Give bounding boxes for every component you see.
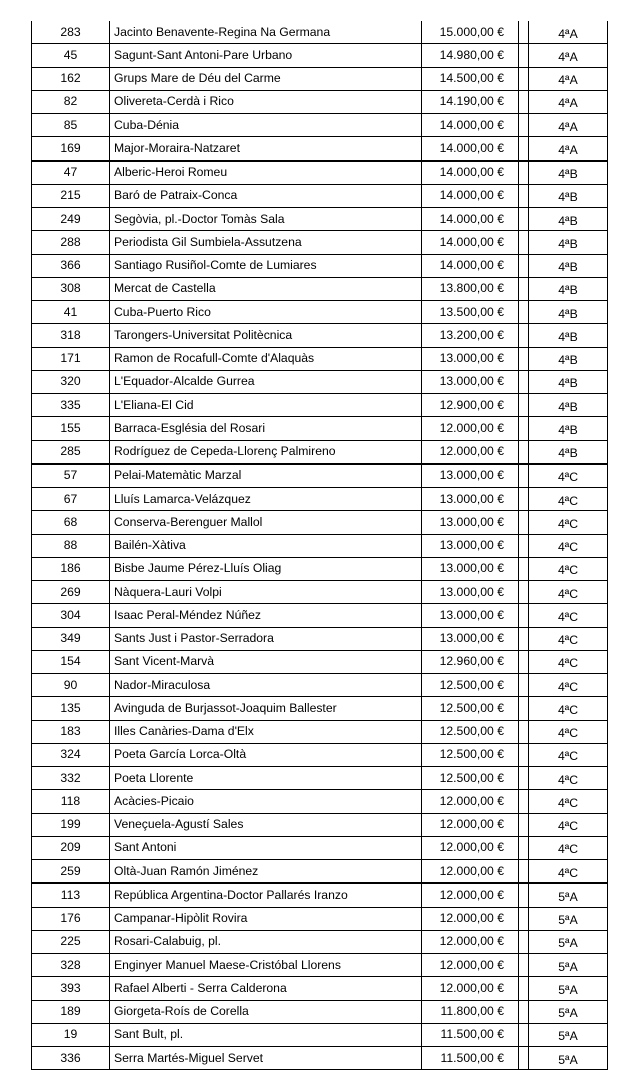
row-amount: 12.000,00 € [422, 860, 519, 884]
row-street-name: Conserva-Berenguer Mallol [110, 511, 422, 534]
row-code: 336 [32, 1047, 110, 1070]
row-spacer [519, 790, 529, 813]
row-category: 4ªC [529, 860, 608, 884]
row-spacer [519, 883, 529, 907]
row-category: 4ªB [529, 231, 608, 254]
row-amount: 13.000,00 € [422, 627, 519, 650]
row-street-name: Alberic-Heroi Romeu [110, 161, 422, 185]
row-spacer [519, 534, 529, 557]
row-street-name: Avinguda de Burjassot-Joaquim Ballester [110, 697, 422, 720]
row-amount: 12.000,00 € [422, 836, 519, 859]
row-amount: 14.500,00 € [422, 67, 519, 90]
row-amount: 13.000,00 € [422, 604, 519, 627]
row-street-name: Rodríguez de Cepeda-Llorenç Palmireno [110, 440, 422, 464]
row-category: 4ªC [529, 790, 608, 813]
row-code: 113 [32, 883, 110, 907]
row-code: 269 [32, 581, 110, 604]
row-code: 67 [32, 488, 110, 511]
row-street-name: Olivereta-Cerdà i Rico [110, 90, 422, 113]
row-street-name: Major-Moraira-Natzaret [110, 137, 422, 161]
row-code: 308 [32, 277, 110, 300]
row-category: 4ªB [529, 301, 608, 324]
row-spacer [519, 347, 529, 370]
row-amount: 12.000,00 € [422, 907, 519, 930]
table-row [32, 907, 608, 930]
row-code: 199 [32, 813, 110, 836]
row-street-name: Sant Vicent-Marvà [110, 650, 422, 673]
row-spacer [519, 90, 529, 113]
row-category: 4ªA [529, 44, 608, 67]
row-street-name: Sant Bult, pl. [110, 1023, 422, 1046]
row-spacer [519, 137, 529, 161]
row-code: 85 [32, 114, 110, 137]
table-row [32, 627, 608, 650]
row-category: 4ªC [529, 511, 608, 534]
row-category: 4ªB [529, 417, 608, 440]
row-category: 4ªA [529, 67, 608, 90]
row-street-name: Baró de Patraix-Conca [110, 184, 422, 207]
row-street-name: Sagunt-Sant Antoni-Pare Urbano [110, 44, 422, 67]
row-code: 285 [32, 440, 110, 464]
row-code: 19 [32, 1023, 110, 1046]
row-code: 176 [32, 907, 110, 930]
row-street-name: Serra Martés-Miguel Servet [110, 1047, 422, 1070]
table-row [32, 67, 608, 90]
row-category: 4ªC [529, 674, 608, 697]
row-street-name: Campanar-Hipòlit Rovira [110, 907, 422, 930]
row-amount: 13.000,00 € [422, 581, 519, 604]
row-category: 4ªC [529, 464, 608, 488]
table-row [32, 254, 608, 277]
row-street-name: Enginyer Manuel Maese-Cristóbal Llorens [110, 954, 422, 977]
row-amount: 13.000,00 € [422, 511, 519, 534]
row-spacer [519, 767, 529, 790]
row-code: 324 [32, 743, 110, 766]
row-spacer [519, 324, 529, 347]
row-category: 4ªC [529, 697, 608, 720]
table-row [32, 720, 608, 743]
row-street-name: L'Eliana-El Cid [110, 394, 422, 417]
row-category: 4ªC [529, 557, 608, 580]
row-code: 259 [32, 860, 110, 884]
row-code: 349 [32, 627, 110, 650]
table-row [32, 836, 608, 859]
row-category: 4ªC [529, 627, 608, 650]
row-spacer [519, 1000, 529, 1023]
row-code: 288 [32, 231, 110, 254]
table-row [32, 324, 608, 347]
row-category: 4ªB [529, 184, 608, 207]
row-spacer [519, 860, 529, 884]
row-category: 4ªA [529, 21, 608, 44]
table-row [32, 860, 608, 884]
row-category: 4ªC [529, 650, 608, 673]
row-street-name: Cuba-Puerto Rico [110, 301, 422, 324]
row-category: 4ªC [529, 581, 608, 604]
row-street-name: Segòvia, pl.-Doctor Tomàs Sala [110, 208, 422, 231]
table-row [32, 1023, 608, 1046]
row-street-name: Rosari-Calabuig, pl. [110, 930, 422, 953]
row-amount: 14.980,00 € [422, 44, 519, 67]
row-amount: 14.000,00 € [422, 208, 519, 231]
table-row [32, 488, 608, 511]
row-spacer [519, 254, 529, 277]
row-street-name: Illes Canàries-Dama d'Elx [110, 720, 422, 743]
row-street-name: Cuba-Dénia [110, 114, 422, 137]
row-code: 249 [32, 208, 110, 231]
row-spacer [519, 581, 529, 604]
row-street-name: Oltà-Juan Ramón Jiménez [110, 860, 422, 884]
row-code: 90 [32, 674, 110, 697]
table-row [32, 650, 608, 673]
row-code: 68 [32, 511, 110, 534]
row-spacer [519, 114, 529, 137]
row-category: 4ªB [529, 254, 608, 277]
table-row [32, 557, 608, 580]
row-street-name: Sant Antoni [110, 836, 422, 859]
table-row [32, 534, 608, 557]
row-spacer [519, 488, 529, 511]
row-spacer [519, 557, 529, 580]
row-amount: 11.500,00 € [422, 1023, 519, 1046]
row-category: 4ªB [529, 347, 608, 370]
row-street-name: Tarongers-Universitat Politècnica [110, 324, 422, 347]
row-amount: 13.000,00 € [422, 488, 519, 511]
row-category: 4ªC [529, 534, 608, 557]
row-amount: 14.000,00 € [422, 254, 519, 277]
table-row [32, 767, 608, 790]
row-amount: 12.900,00 € [422, 394, 519, 417]
row-amount: 12.960,00 € [422, 650, 519, 673]
row-category: 4ªB [529, 394, 608, 417]
row-street-name: Santiago Rusiñol-Comte de Lumiares [110, 254, 422, 277]
row-spacer [519, 67, 529, 90]
row-category: 5ªA [529, 1047, 608, 1070]
row-amount: 14.000,00 € [422, 231, 519, 254]
price-table [31, 21, 608, 1070]
row-spacer [519, 627, 529, 650]
row-code: 304 [32, 604, 110, 627]
row-amount: 14.000,00 € [422, 184, 519, 207]
row-street-name: Jacinto Benavente-Regina Na Germana [110, 21, 422, 44]
table-row [32, 231, 608, 254]
table-row [32, 417, 608, 440]
row-spacer [519, 674, 529, 697]
row-spacer [519, 977, 529, 1000]
row-spacer [519, 1047, 529, 1070]
table-row [32, 743, 608, 766]
row-spacer [519, 44, 529, 67]
row-code: 45 [32, 44, 110, 67]
row-spacer [519, 1023, 529, 1046]
row-code: 328 [32, 954, 110, 977]
row-spacer [519, 417, 529, 440]
row-amount: 13.500,00 € [422, 301, 519, 324]
row-amount: 13.000,00 € [422, 347, 519, 370]
row-street-name: Bailén-Xàtiva [110, 534, 422, 557]
row-street-name: República Argentina-Doctor Pallarés Iranzo [110, 883, 422, 907]
row-amount: 12.500,00 € [422, 674, 519, 697]
table-row [32, 604, 608, 627]
row-amount: 14.000,00 € [422, 137, 519, 161]
row-category: 4ªC [529, 488, 608, 511]
row-amount: 12.500,00 € [422, 743, 519, 766]
table-row [32, 464, 608, 488]
row-code: 225 [32, 930, 110, 953]
row-amount: 12.000,00 € [422, 417, 519, 440]
row-street-name: Grups Mare de Déu del Carme [110, 67, 422, 90]
row-category: 4ªC [529, 720, 608, 743]
row-spacer [519, 511, 529, 534]
row-amount: 14.000,00 € [422, 114, 519, 137]
table-row [32, 511, 608, 534]
row-category: 5ªA [529, 1000, 608, 1023]
row-street-name: Giorgeta-Roís de Corella [110, 1000, 422, 1023]
row-category: 4ªA [529, 114, 608, 137]
table-row [32, 581, 608, 604]
row-street-name: Sants Just i Pastor-Serradora [110, 627, 422, 650]
row-amount: 12.000,00 € [422, 954, 519, 977]
table-row [32, 954, 608, 977]
table-row [32, 21, 608, 44]
table-row [32, 674, 608, 697]
table-row [32, 394, 608, 417]
row-category: 4ªB [529, 370, 608, 393]
row-spacer [519, 836, 529, 859]
row-amount: 12.000,00 € [422, 813, 519, 836]
row-spacer [519, 954, 529, 977]
row-spacer [519, 370, 529, 393]
row-category: 4ªC [529, 836, 608, 859]
table-row [32, 370, 608, 393]
row-code: 162 [32, 67, 110, 90]
row-category: 5ªA [529, 930, 608, 953]
row-spacer [519, 907, 529, 930]
row-amount: 11.500,00 € [422, 1047, 519, 1070]
row-code: 318 [32, 324, 110, 347]
row-spacer [519, 720, 529, 743]
row-street-name: Ramon de Rocafull-Comte d'Alaquàs [110, 347, 422, 370]
row-spacer [519, 21, 529, 44]
row-amount: 12.000,00 € [422, 790, 519, 813]
row-amount: 12.500,00 € [422, 697, 519, 720]
row-category: 4ªA [529, 90, 608, 113]
table-row [32, 161, 608, 185]
row-amount: 12.000,00 € [422, 930, 519, 953]
price-table-body [32, 21, 608, 1070]
row-spacer [519, 813, 529, 836]
row-street-name: Poeta García Lorca-Oltà [110, 743, 422, 766]
row-spacer [519, 743, 529, 766]
row-code: 320 [32, 370, 110, 393]
table-row [32, 114, 608, 137]
table-row [32, 1047, 608, 1070]
row-category: 4ªB [529, 277, 608, 300]
row-category: 4ªB [529, 208, 608, 231]
row-code: 171 [32, 347, 110, 370]
row-code: 393 [32, 977, 110, 1000]
row-amount: 11.800,00 € [422, 1000, 519, 1023]
row-amount: 14.190,00 € [422, 90, 519, 113]
table-row [32, 977, 608, 1000]
row-street-name: Periodista Gil Sumbiela-Assutzena [110, 231, 422, 254]
row-street-name: Bisbe Jaume Pérez-Lluís Oliag [110, 557, 422, 580]
row-code: 41 [32, 301, 110, 324]
row-code: 135 [32, 697, 110, 720]
row-spacer [519, 184, 529, 207]
row-code: 155 [32, 417, 110, 440]
row-category: 5ªA [529, 907, 608, 930]
row-amount: 14.000,00 € [422, 161, 519, 185]
row-category: 4ªA [529, 137, 608, 161]
table-row [32, 347, 608, 370]
row-category: 5ªA [529, 1023, 608, 1046]
row-spacer [519, 208, 529, 231]
row-spacer [519, 650, 529, 673]
row-category: 4ªB [529, 161, 608, 185]
row-category: 4ªC [529, 604, 608, 627]
row-code: 154 [32, 650, 110, 673]
row-spacer [519, 464, 529, 488]
row-street-name: Lluís Lamarca-Velázquez [110, 488, 422, 511]
row-spacer [519, 930, 529, 953]
table-row [32, 301, 608, 324]
row-amount: 13.000,00 € [422, 557, 519, 580]
table-row [32, 90, 608, 113]
row-category: 4ªC [529, 767, 608, 790]
row-amount: 12.500,00 € [422, 767, 519, 790]
row-category: 5ªA [529, 954, 608, 977]
table-row [32, 790, 608, 813]
table-row [32, 697, 608, 720]
row-amount: 13.200,00 € [422, 324, 519, 347]
table-row [32, 208, 608, 231]
row-code: 186 [32, 557, 110, 580]
row-spacer [519, 277, 529, 300]
row-street-name: Nàquera-Lauri Volpi [110, 581, 422, 604]
row-code: 209 [32, 836, 110, 859]
row-code: 47 [32, 161, 110, 185]
row-code: 118 [32, 790, 110, 813]
row-spacer [519, 394, 529, 417]
table-row [32, 883, 608, 907]
row-street-name: Nador-Miraculosa [110, 674, 422, 697]
row-street-name: Poeta Llorente [110, 767, 422, 790]
row-category: 5ªA [529, 977, 608, 1000]
row-code: 57 [32, 464, 110, 488]
table-row [32, 184, 608, 207]
row-street-name: Isaac Peral-Méndez Núñez [110, 604, 422, 627]
row-amount: 13.000,00 € [422, 534, 519, 557]
row-street-name: Acàcies-Picaio [110, 790, 422, 813]
row-amount: 13.000,00 € [422, 370, 519, 393]
row-amount: 12.000,00 € [422, 883, 519, 907]
row-street-name: Veneçuela-Agustí Sales [110, 813, 422, 836]
row-category: 4ªB [529, 440, 608, 464]
row-amount: 12.000,00 € [422, 977, 519, 1000]
row-code: 332 [32, 767, 110, 790]
row-spacer [519, 161, 529, 185]
row-amount: 12.000,00 € [422, 440, 519, 464]
table-row [32, 277, 608, 300]
row-code: 215 [32, 184, 110, 207]
row-amount: 12.500,00 € [422, 720, 519, 743]
row-code: 169 [32, 137, 110, 161]
row-amount: 13.800,00 € [422, 277, 519, 300]
row-amount: 13.000,00 € [422, 464, 519, 488]
row-category: 5ªA [529, 883, 608, 907]
row-code: 189 [32, 1000, 110, 1023]
row-street-name: L'Equador-Alcalde Gurrea [110, 370, 422, 393]
table-row [32, 813, 608, 836]
row-street-name: Pelai-Matemàtic Marzal [110, 464, 422, 488]
row-spacer [519, 697, 529, 720]
row-code: 88 [32, 534, 110, 557]
row-spacer [519, 301, 529, 324]
row-spacer [519, 440, 529, 464]
row-code: 283 [32, 21, 110, 44]
row-code: 366 [32, 254, 110, 277]
row-street-name: Mercat de Castella [110, 277, 422, 300]
row-category: 4ªC [529, 743, 608, 766]
row-spacer [519, 231, 529, 254]
row-street-name: Barraca-Església del Rosari [110, 417, 422, 440]
row-code: 82 [32, 90, 110, 113]
row-amount: 15.000,00 € [422, 21, 519, 44]
row-category: 4ªB [529, 324, 608, 347]
table-row [32, 930, 608, 953]
row-code: 335 [32, 394, 110, 417]
table-row [32, 137, 608, 161]
row-code: 183 [32, 720, 110, 743]
table-row [32, 44, 608, 67]
row-category: 4ªC [529, 813, 608, 836]
table-row [32, 1000, 608, 1023]
row-street-name: Rafael Alberti - Serra Calderona [110, 977, 422, 1000]
table-row [32, 440, 608, 464]
row-spacer [519, 604, 529, 627]
